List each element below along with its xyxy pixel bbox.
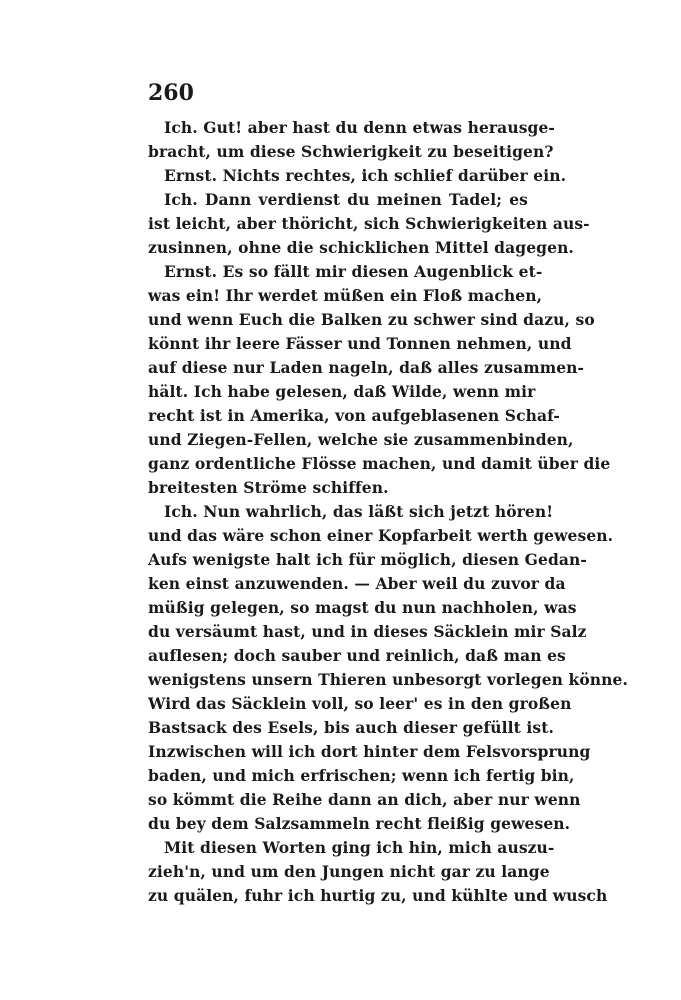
text-line: Ich. Dann verdienst du meinen Tadel; es xyxy=(164,190,528,209)
text-line: so kömmt die Reihe dann an dich, aber nur wenn xyxy=(148,790,581,809)
text-line: du bey dem Salzsammeln recht fleißig gewesen. xyxy=(148,814,571,833)
text-line: Ich. Nun wahrlich, das läßt sich jetzt hören! xyxy=(164,502,554,521)
text-line: ken einst anzuwenden. — Aber weil du zuvor da xyxy=(148,574,566,593)
text-line: auf diese nur Laden nageln, daß alles zusammen- xyxy=(148,358,585,377)
text-line: zieh'n, und um den Jungen nicht gar zu lange xyxy=(148,862,550,881)
text-line: Bastsack des Esels, bis auch dieser gefüllt ist. xyxy=(148,718,554,737)
text-line: und Ziegen-Fellen, welche sie zusammenbinden, xyxy=(148,430,574,449)
text-line: hält. Ich habe gelesen, daß Wilde, wenn mir xyxy=(148,382,536,401)
text-line: Mit diesen Worten ging ich hin, mich auszu- xyxy=(164,838,555,857)
text-line: zu quälen, fuhr ich hurtig zu, und kühlte und wusch xyxy=(148,886,608,905)
text-line: und das wäre schon einer Kopfarbeit werth gewesen. xyxy=(148,526,614,545)
text-line: du versäumt hast, und in dieses Säcklein mir Salz xyxy=(148,622,587,641)
text-line: recht ist in Amerika, von aufgeblasenen Schaf- xyxy=(148,406,560,425)
text-line: bracht, um diese Schwierigkeit zu beseitigen? xyxy=(148,142,554,161)
text-line: Aufs wenigste halt ich für möglich, diesen Gedan- xyxy=(148,550,587,569)
text-line: wenigstens unsern Thieren unbesorgt vorlegen könne. xyxy=(148,670,629,689)
text-line: Inzwischen will ich dort hinter dem Felsvorsprung xyxy=(148,742,591,761)
text-line: breitesten Ströme schiffen. xyxy=(148,478,389,497)
text-line: ist leicht, aber thöricht, sich Schwierigkeiten aus- xyxy=(148,214,590,233)
text-line: baden, und mich erfrischen; wenn ich fertig bin, xyxy=(148,766,575,785)
text-line: Ernst. Es so fällt mir diesen Augenblick et- xyxy=(164,262,543,281)
text-line: Wird das Säcklein voll, so leer' es in den großen xyxy=(148,694,572,713)
text-line: Ernst. Nichts rechtes, ich schlief darüber ein. xyxy=(164,166,567,185)
text-line: und wenn Euch die Balken zu schwer sind dazu, so xyxy=(148,310,595,329)
text-line: was ein! Ihr werdet müßen ein Floß machen, xyxy=(148,286,543,305)
text-line: auflesen; doch sauber und reinlich, daß man es xyxy=(148,646,566,665)
text-line: müßig gelegen, so magst du nun nachholen, was xyxy=(148,598,577,617)
text-line: könnt ihr leere Fässer und Tonnen nehmen, und xyxy=(148,334,572,353)
text-line: ganz ordentliche Flösse machen, und damit über die xyxy=(148,454,611,473)
page-number: 260 xyxy=(148,80,194,106)
text-line: zusinnen, ohne die schicklichen Mittel dagegen. xyxy=(148,238,574,257)
text-line: Ich. Gut! aber hast du denn etwas herausge- xyxy=(164,118,555,137)
